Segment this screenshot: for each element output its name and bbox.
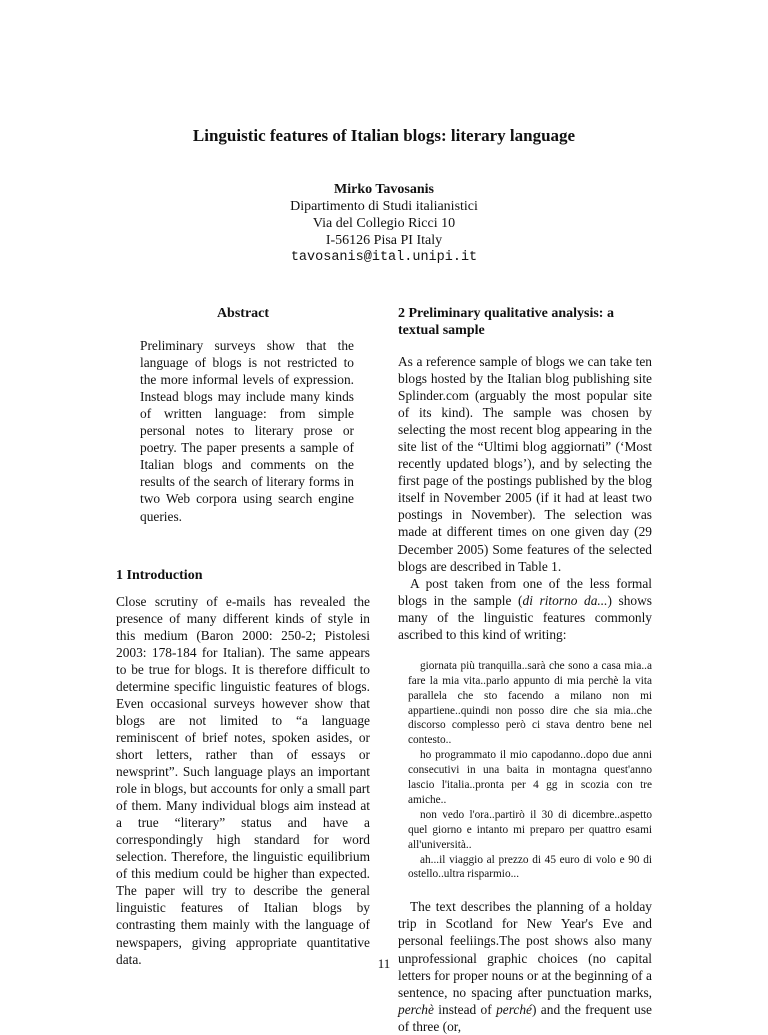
italic-word-1: perchè xyxy=(398,1001,434,1017)
author-block xyxy=(0,181,768,266)
para-3-text-b: instead of xyxy=(433,1001,497,1017)
section-2-para-1: As a reference sample of blogs we can take ten blogs hosted by the Italian blog publishing site Splinder.com (arguably the most popular site of its kind). The sample was chosen by selecting the most recent blog appearing in the site list of the “Ultimi blog aggiornati” (‘Most recently updated blogs’), and by selecting the first page of the postings published by the blog itself in November 2005 (if it had at least two postings in November). The selection was made at different times on one given day (29 December 2005) Some features of the selected blogs are described in Table 1. xyxy=(398,354,652,574)
para-2-text-b: ) shows many of the linguistic features commonly ascribed to this kind of writing: xyxy=(398,592,652,642)
section-1-text: Close scrutiny of e-mails has revealed the presence of many different kinds of style in this medium (Baron 2000: 250-2; Pistolesi 2003: 178-184 for Italian). The same appears to be true for blogs. It is therefore difficult to determine specific linguistic features of blogs. Even occasional surveys however show that blogs are not limited to “a language reminiscent of brief notes, spoken asides, or short letters, rather than of essays or newsprint”. Such language plays an important role in blogs, but accounts for only a small part of them. Many individual blogs aim instead at a true “literary” status and have a correspondingly high standard for word selection. Therefore, the linguistic equilibrium of this medium could be higher than expected. The paper will try to describe the general linguistic features of Italian blogs by contrasting them mainly with the language of newspapers, giving appropriate quantitative data. xyxy=(116,593,370,967)
quote-line: giornata più tranquilla..sarà che sono a casa mia..a fare la mia vita..parlo appunto di mia perchè la vita parallela che sto facendo a milano non mi appartiene..quindi non posso dire che sia mia..che discorso complesso però ci stava dentro bene nel contesto.. xyxy=(408,659,652,747)
blog-name: di ritorno da... xyxy=(522,592,608,608)
section-2-para-2 xyxy=(398,575,652,643)
blog-post-quote xyxy=(408,659,652,883)
abstract-heading: Abstract xyxy=(216,306,270,321)
quote-line: ah...il viaggio al prezzo di 45 euro di volo e 90 di ostello..ultra risparmio... xyxy=(408,853,652,881)
para-3-text-a: The text describes the planning of a holday trip in Scotland for New Year's Eve and personal feeliings.The post shows also many unprofessional graphic choices (no capital letters for proper nouns or at the beginning of a sentence, no spacing after punctuation marks, xyxy=(398,899,652,1000)
para-3-text-c: ) and the frequent use of three (or, xyxy=(398,1001,652,1034)
paper-title: Linguistic features of Italian blogs: literary language xyxy=(192,126,576,145)
page-number: 11 xyxy=(377,956,391,971)
quote-line: non vedo l'ora..partirò il 30 di dicembre..aspetto quel giorno e intanto mi preparo per quattro esami all'università.. xyxy=(408,808,652,851)
left-column xyxy=(116,305,370,968)
italic-word-2: perché xyxy=(496,1001,532,1017)
author-name: Mirko Tavosanis xyxy=(334,182,434,197)
author-affiliation: Dipartimento di Studi italianistici xyxy=(290,199,478,214)
para-2-text-a: A post taken from one of the less formal blogs in the sample ( xyxy=(398,575,652,608)
abstract-text: Preliminary surveys show that the language of blogs is not restricted to the more informal levels of expression. Instead blogs may include many kinds of written language: from simple personal notes to literary prose or poetry. The paper presents a sample of Italian blogs and comments on the results of the search of literary forms in two Web corpora using search engine queries. xyxy=(140,338,354,524)
section-1-heading: 1 Introduction xyxy=(116,567,203,583)
section-2-heading: 2 Preliminary qualitative analysis: a textual sample xyxy=(398,306,614,338)
author-city: I-56126 Pisa PI Italy xyxy=(325,233,443,248)
author-street: Via del Collegio Ricci 10 xyxy=(312,216,456,231)
author-email: tavosanis@ital.unipi.it xyxy=(290,250,478,265)
quote-line: ho programmato il mio capodanno..dopo due anni consecutivi in una baita in montagna quest'anno lascio l'italia..pronta per 4 gg in scozia con tre amiche.. xyxy=(408,749,652,806)
right-column xyxy=(398,305,652,1035)
